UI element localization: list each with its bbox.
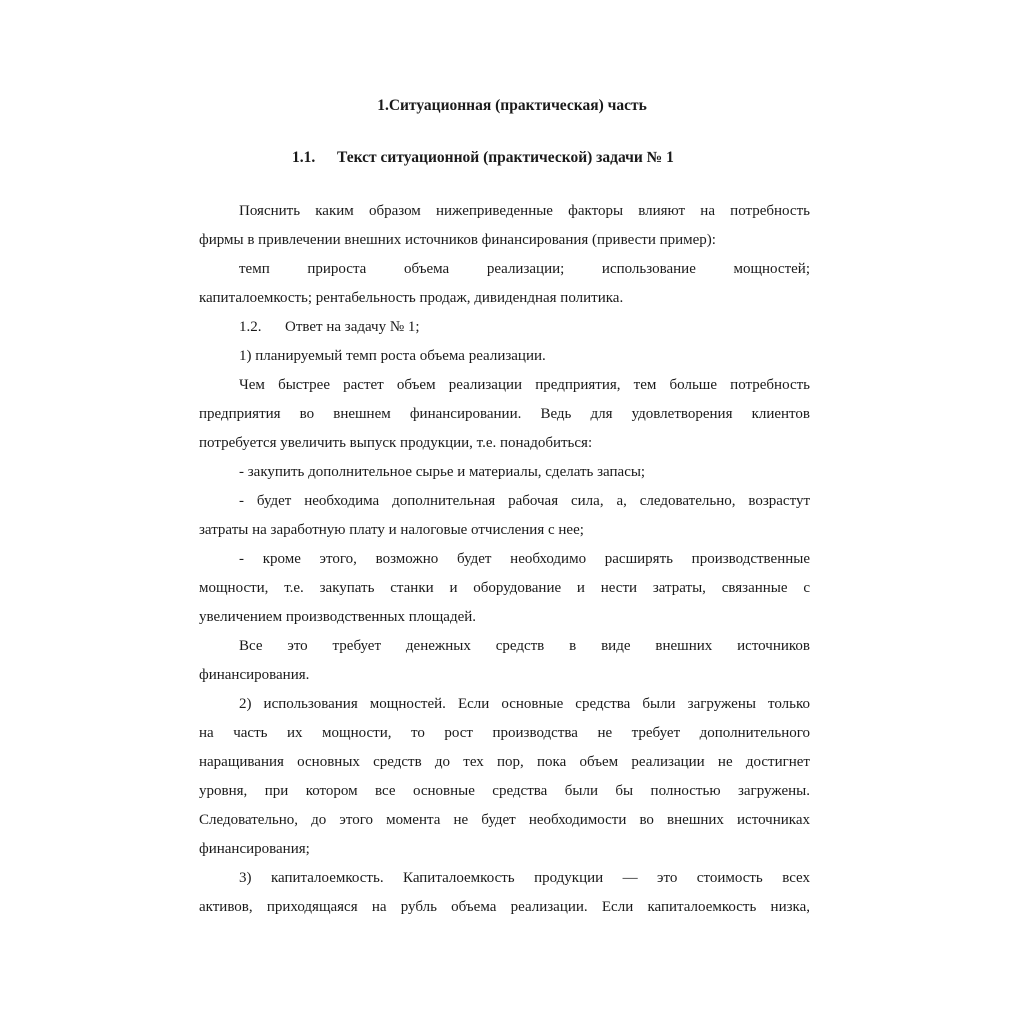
answer-text	[199, 313, 810, 922]
task-line: темп прироста объема реализации; использование мощностей;	[239, 261, 810, 277]
answer-line: 1) планируемый темп роста объема реализации.	[239, 348, 546, 364]
answer-line: 3) капиталоемкость. Капиталоемкость продукции — это стоимость всех	[239, 870, 810, 886]
answer-line: 2) использования мощностей. Если основные средства были загружены только	[239, 696, 810, 712]
answer-line: - закупить дополнительное сырье и материалы, сделать запасы;	[239, 464, 646, 480]
task-subheading-title: Текст ситуационной (практической) задачи № 1	[337, 149, 674, 166]
answer-line: Следовательно, до этого момента не будет необходимости во внешних источниках	[199, 812, 810, 828]
task-subheading	[292, 149, 674, 167]
answer-subheading-number: 1.2.	[239, 319, 262, 335]
answer-line: Все это требует денежных средств в виде внешних источников	[239, 638, 810, 654]
answer-line: финансирования;	[199, 841, 310, 857]
task-line: Пояснить каким образом нижеприведенные факторы влияют на потребность	[239, 203, 810, 219]
answer-line: активов, приходящаяся на рубль объема реализации. Если капиталоемкость низка,	[199, 899, 810, 915]
task-line: капиталоемкость; рентабельность продаж, дивидендная политика.	[199, 290, 624, 306]
answer-line: финансирования.	[199, 667, 310, 683]
task-subheading-number: 1.1.	[292, 149, 316, 166]
answer-line: - будет необходима дополнительная рабочая сила, а, следовательно, возрастут	[239, 493, 810, 509]
answer-line: мощности, т.е. закупать станки и оборудование и нести затраты, связанные с	[199, 580, 810, 596]
answer-line: Чем быстрее растет объем реализации предприятия, тем больше потребность	[239, 377, 810, 393]
answer-subheading-title: Ответ на задачу № 1;	[285, 319, 420, 335]
answer-subheading	[199, 313, 810, 342]
answer-line: предприятия во внешнем финансировании. Ведь для удовлетворения клиентов	[199, 406, 810, 422]
task-text	[199, 197, 810, 313]
answer-line: уровня, при котором все основные средства были бы полностью загружены.	[199, 783, 810, 799]
answer-line: - кроме этого, возможно будет необходимо расширять производственные	[239, 551, 810, 567]
answer-line: потребуется увеличить выпуск продукции, т.е. понадобиться:	[199, 435, 593, 451]
answer-line: затраты на заработную плату и налоговые отчисления с нее;	[199, 522, 584, 538]
answer-line: на часть их мощности, то рост производства не требует дополнительного	[199, 725, 810, 741]
task-line: фирмы в привлечении внешних источников финансирования (привести пример):	[199, 232, 716, 248]
answer-line: наращивания основных средств до тех пор, пока объем реализации не достигнет	[199, 754, 810, 770]
answer-line: увеличением производственных площадей.	[199, 609, 477, 625]
section-heading: 1.Ситуационная (практическая) часть	[377, 97, 647, 114]
